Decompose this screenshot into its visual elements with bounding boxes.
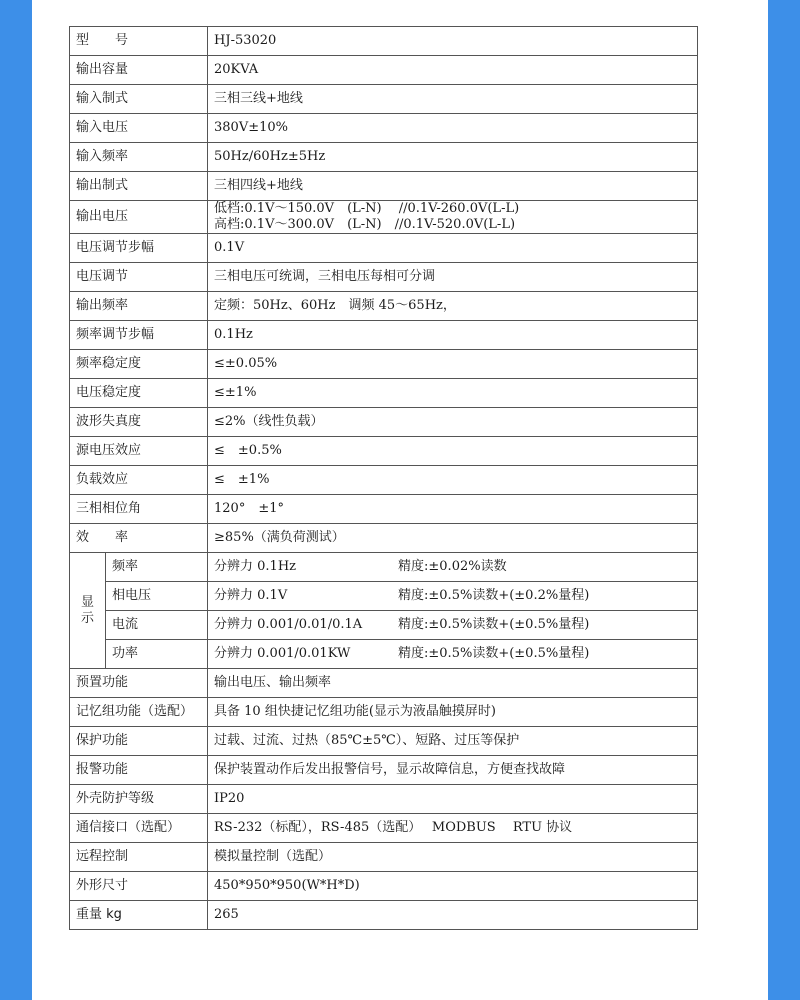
display-item-name: 频率: [106, 553, 208, 582]
display-group-label: [70, 553, 106, 669]
table-row: [70, 437, 698, 466]
row-label: 负载效应: [70, 466, 208, 495]
table-row: [70, 292, 698, 321]
row-label: 效 率: [70, 524, 208, 553]
row-label: 输入制式: [70, 85, 208, 114]
table-row: [70, 698, 698, 727]
table-row: [70, 56, 698, 85]
table-row: [70, 756, 698, 785]
row-value: 0.1Hz: [208, 321, 698, 350]
row-value: 265: [208, 901, 698, 930]
row-label: 外壳防护等级: [70, 785, 208, 814]
table-row: [70, 234, 698, 263]
row-value: 三相四线+地线: [208, 172, 698, 201]
row-label: 重量 kg: [70, 901, 208, 930]
table-row: [70, 640, 698, 669]
row-label: 外形尺寸: [70, 872, 208, 901]
row-label: 记忆组功能（选配）: [70, 698, 208, 727]
table-row: [70, 172, 698, 201]
table-row: [70, 27, 698, 56]
row-value: 0.1V: [208, 234, 698, 263]
row-label: 频率调节步幅: [70, 321, 208, 350]
table-row: [70, 611, 698, 640]
table-row: [70, 901, 698, 930]
accuracy: 精度:±0.5%读数+(±0.5%量程): [398, 617, 590, 632]
row-value: ≤ ±1%: [208, 466, 698, 495]
table-row: [70, 553, 698, 582]
row-value: ≤2%（线性负载）: [208, 408, 698, 437]
row-label: 通信接口（选配）: [70, 814, 208, 843]
table-row: [70, 321, 698, 350]
display-char: 显: [80, 594, 94, 610]
row-value: 380V±10%: [208, 114, 698, 143]
resolution: 分辨力 0.001/0.01/0.1A: [214, 617, 363, 632]
table-row: [70, 114, 698, 143]
table-row: [70, 201, 698, 234]
row-label: 波形失真度: [70, 408, 208, 437]
row-value: 三相三线+地线: [208, 85, 698, 114]
row-label: 三相相位角: [70, 495, 208, 524]
row-value: 120° ±1°: [208, 495, 698, 524]
row-value: [208, 201, 698, 234]
table-row: [70, 669, 698, 698]
row-value: 50Hz/60Hz±5Hz: [208, 143, 698, 172]
row-label: 电压调节: [70, 263, 208, 292]
table-row: [70, 785, 698, 814]
row-value: ≤±1%: [208, 379, 698, 408]
row-label: 输入电压: [70, 114, 208, 143]
row-label: 预置功能: [70, 669, 208, 698]
display-item-value: [208, 611, 698, 640]
row-value: HJ-53020: [208, 27, 698, 56]
row-value: 输出电压、输出频率: [208, 669, 698, 698]
row-label: 电压稳定度: [70, 379, 208, 408]
row-value: ≤±0.05%: [208, 350, 698, 379]
display-item-name: 电流: [106, 611, 208, 640]
row-value: IP20: [208, 785, 698, 814]
row-label: 保护功能: [70, 727, 208, 756]
table-row: [70, 524, 698, 553]
table-row: [70, 263, 698, 292]
row-label: 远程控制: [70, 843, 208, 872]
left-blue-border: [0, 0, 32, 1000]
table-row: [70, 350, 698, 379]
display-item-name: 相电压: [106, 582, 208, 611]
display-item-value: [208, 640, 698, 669]
table-row: [70, 872, 698, 901]
display-item-value: [208, 582, 698, 611]
display-item-value: [208, 553, 698, 582]
resolution: 分辨力 0.1Hz: [214, 559, 297, 574]
table-row: [70, 582, 698, 611]
row-value: 三相电压可统调，三相电压每相可分调: [208, 263, 698, 292]
row-label: 型 号: [70, 27, 208, 56]
row-value: ≤ ±0.5%: [208, 437, 698, 466]
row-label: 输出频率: [70, 292, 208, 321]
row-label: 报警功能: [70, 756, 208, 785]
row-value: RS-232（标配），RS-485（选配） MODBUS RTU 协议: [208, 814, 698, 843]
row-label: 输出制式: [70, 172, 208, 201]
row-value: ≥85%（满负荷测试）: [208, 524, 698, 553]
table-row: [70, 843, 698, 872]
table-row: [70, 727, 698, 756]
row-label: 源电压效应: [70, 437, 208, 466]
row-value: 保护装置动作后发出报警信号，显示故障信息，方便查找故障: [208, 756, 698, 785]
spec-table: [69, 26, 698, 930]
row-value: 具备 10 组快捷记忆组功能(显示为液晶触摸屏时): [208, 698, 698, 727]
output-voltage-high: 高档:0.1V～300.0V (L-N) //0.1V-520.0V(L-L): [214, 217, 516, 232]
row-value: 过载、过流、过热（85℃±5℃）、短路、过压等保护: [208, 727, 698, 756]
row-label: 输入频率: [70, 143, 208, 172]
table-row: [70, 85, 698, 114]
table-row: [70, 814, 698, 843]
right-blue-border: [768, 0, 800, 1000]
display-item-name: 功率: [106, 640, 208, 669]
table-row: [70, 143, 698, 172]
table-row: [70, 495, 698, 524]
table-row: [70, 466, 698, 495]
row-label: 电压调节步幅: [70, 234, 208, 263]
row-label: 输出电压: [70, 201, 208, 234]
row-value: 450*950*950(W*H*D): [208, 872, 698, 901]
table-row: [70, 379, 698, 408]
resolution: 分辨力 0.001/0.01KW: [214, 646, 351, 661]
row-value: 模拟量控制（选配）: [208, 843, 698, 872]
output-voltage-low: 低档:0.1V～150.0V (L-N) //0.1V-260.0V(L-L): [214, 201, 520, 216]
table-row: [70, 408, 698, 437]
accuracy: 精度:±0.5%读数+(±0.2%量程): [398, 588, 590, 603]
row-label: 频率稳定度: [70, 350, 208, 379]
accuracy: 精度:±0.5%读数+(±0.5%量程): [398, 646, 590, 661]
resolution: 分辨力 0.1V: [214, 588, 288, 603]
display-char: 示: [80, 610, 94, 626]
accuracy: 精度:±0.02%读数: [398, 559, 507, 574]
row-value: 20KVA: [208, 56, 698, 85]
row-value: 定频：50Hz、60Hz 调频 45～65Hz，: [208, 292, 698, 321]
row-label: 输出容量: [70, 56, 208, 85]
